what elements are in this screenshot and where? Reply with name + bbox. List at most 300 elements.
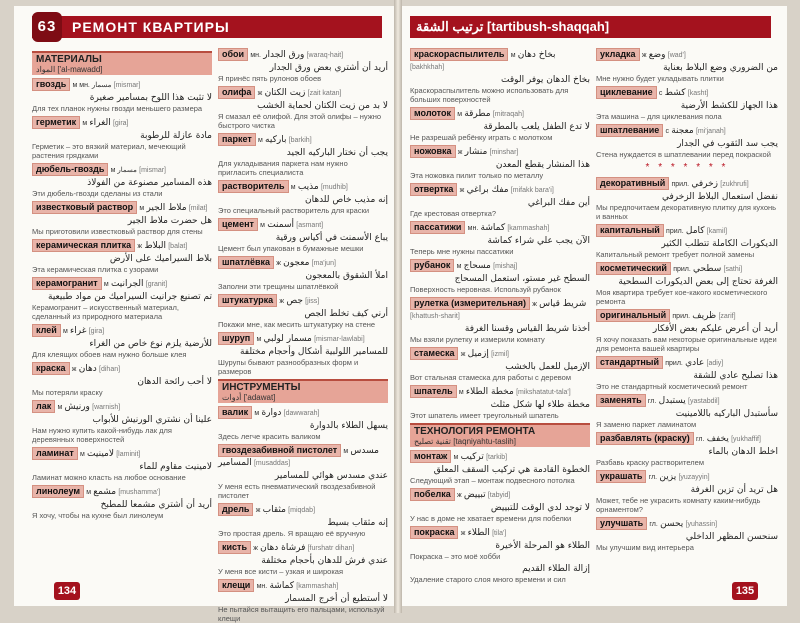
headword: олифа: [218, 86, 255, 99]
grammar-label: м мн. مسمار: [72, 82, 112, 89]
headword: клей: [32, 324, 61, 337]
headword: краска: [32, 362, 70, 375]
arabic-term: كشط: [664, 88, 686, 98]
section-title: ТЕХНОЛОГИЯ РЕМОНТА: [414, 426, 536, 437]
transliteration: [mismar-lawlabi]: [314, 336, 365, 343]
grammar-label: ж: [255, 507, 261, 514]
right-column-2: [596, 48, 778, 590]
headword: валик: [218, 406, 252, 419]
headword: цемент: [218, 218, 258, 231]
grammar-label: м: [510, 52, 516, 59]
example-russian: Не пытайся вытащить его пальцами, используй клещи: [218, 605, 385, 623]
headword: краскораспылитель: [410, 48, 508, 61]
dictionary-entry: [32, 485, 212, 498]
dictionary-entry: [596, 356, 778, 369]
headword: рулетка (измерительная): [410, 297, 530, 310]
grammar-label: ж: [532, 301, 537, 308]
arabic-term: بخاخ دهان: [517, 50, 556, 60]
headword: лак: [32, 400, 55, 413]
section-subtitle: تقنية تصليح [taqniyahtu-taslih]: [414, 437, 516, 446]
left-column-2: [218, 48, 388, 623]
example-arabic: بلاط السيراميك على الأرض: [109, 254, 212, 264]
arabic-term: مفك براغي: [466, 185, 509, 195]
dictionary-entry: [218, 406, 388, 419]
dictionary-entry: [218, 332, 388, 345]
grammar-label: мн.: [467, 225, 479, 232]
grammar-label: ж: [459, 187, 465, 194]
dictionary-entry: [218, 444, 388, 469]
arabic-term: زخرفي: [691, 179, 719, 189]
dictionary-entry: [218, 86, 388, 99]
headword: керамическая плитка: [32, 239, 135, 252]
dictionary-entry: [410, 259, 590, 272]
transliteration: [kasht]: [687, 90, 709, 97]
grammar-label: м: [457, 111, 463, 118]
example-russian: Капитальный ремонт требует полной замены: [596, 250, 755, 259]
headword: укладка: [596, 48, 640, 61]
arabic-term: إزميل: [467, 349, 489, 359]
example-arabic: يباع الأسمنت في أكياس ورقية: [275, 233, 388, 243]
dictionary-entry: [596, 517, 778, 530]
grammar-label: ж: [71, 366, 77, 373]
transliteration: [kammashah]: [507, 225, 550, 232]
transliteration: [yuhassin]: [685, 521, 718, 528]
arabic-term: كماشة: [480, 223, 506, 233]
transliteration: [tabyid]: [487, 492, 511, 499]
example-russian: Моя квартира требует кое-какого косметического ремонта: [596, 288, 768, 306]
grammar-label: м: [456, 263, 462, 270]
dictionary-entry: [596, 177, 778, 190]
transliteration: [miqdab]: [288, 507, 316, 514]
transliteration: [zukhrufi]: [720, 181, 749, 188]
headword: кисть: [218, 541, 251, 554]
example-arabic: لا بد من زيت الكتان لحماية الخشب: [257, 101, 388, 111]
example-arabic: هل حضرت ملاط الجير: [127, 216, 212, 226]
example-russian: У меня все кисти – узкая и широкая: [218, 567, 344, 576]
headword: покраска: [410, 526, 458, 539]
transliteration: [wad']: [667, 52, 686, 59]
arabic-term: عادي: [685, 358, 705, 368]
arabic-term: جص: [286, 296, 303, 306]
example-russian: Я хочу, чтобы на кухне был линолеум: [32, 511, 164, 520]
example-russian: Краскораспылитель можно использовать для больших поверхностей: [410, 86, 569, 104]
grammar-label: гл.: [648, 474, 658, 481]
arabic-term: وضع: [648, 50, 666, 60]
grammar-label: м: [458, 389, 464, 396]
headword: дрель: [218, 503, 253, 516]
arabic-term: البلاط: [144, 241, 166, 251]
dictionary-entry: [596, 262, 778, 275]
transliteration: [adiy]: [706, 360, 724, 367]
transliteration: [granit]: [145, 281, 168, 288]
dictionary-entry: [32, 324, 212, 337]
dictionary-entry: [32, 447, 212, 460]
arabic-term: الطلاء: [467, 528, 490, 538]
arabic-term: فرشاة دهان: [260, 543, 306, 553]
headword: гвоздь: [32, 78, 70, 91]
transliteration: [dihan]: [99, 366, 121, 373]
transliteration: [mudhib]: [320, 184, 348, 191]
example-arabic: هذا الجهاز للكشط الأرضية: [680, 101, 778, 111]
arabic-term: مثقاب: [262, 505, 286, 515]
transliteration: [gira]: [88, 328, 105, 335]
arabic-term: معجون: [283, 258, 310, 268]
example-arabic: الغرفة تحتاج إلى بعض الديكورات السطحية: [618, 277, 778, 287]
right-header-banner: [410, 16, 771, 38]
arabic-term: كماشة: [269, 581, 295, 591]
headword: линолеум: [32, 485, 84, 498]
arabic-term: الغراء: [89, 118, 111, 128]
grammar-label: прил.: [673, 266, 691, 273]
example-russian: У нас в доме не хватает времени для побелки: [410, 514, 572, 523]
headword: дюбель-гвоздь: [32, 163, 108, 176]
section-heading: [32, 51, 212, 75]
left-page-title: РЕМОНТ КВАРТИРЫ: [72, 19, 230, 35]
example-arabic: علينا أن نشتري الورنيش للأبواب: [92, 415, 212, 425]
example-arabic: اخلط الدهان بالماء: [708, 447, 778, 457]
example-russian: Это простая дрель. Я вращаю её вручную: [218, 529, 366, 538]
transliteration: [zait katan]: [307, 90, 342, 97]
arabic-term: كامل: [685, 226, 705, 236]
dictionary-entry: [32, 400, 212, 413]
transliteration: [kammashah]: [296, 583, 339, 590]
example-russian: Мы приготовили известковый раствор для стены: [32, 227, 203, 236]
headword: заменять: [596, 394, 646, 407]
dictionary-entry: [32, 239, 212, 252]
example-russian: Не разрешай ребёнку играть с молотком: [410, 133, 553, 142]
headword: растворитель: [218, 180, 289, 193]
example-arabic: الخطوة القادمة هي تركيب السقف المعلق: [433, 465, 590, 475]
example-arabic: هذه المسامير مصنوعة من الفولاذ: [87, 178, 212, 188]
example-arabic: الطلاء هو المرحلة الأخيرة: [495, 541, 590, 551]
arabic-term: تركيب: [460, 452, 484, 462]
headword: отвертка: [410, 183, 457, 196]
left-header-banner: [32, 16, 382, 38]
grammar-label: м: [86, 489, 92, 496]
headword: пассатижи: [410, 221, 465, 234]
arabic-term: يخفف: [706, 434, 729, 444]
arabic-term: مشمع: [93, 487, 117, 497]
dictionary-entry: [596, 124, 778, 137]
headword: украшать: [596, 470, 646, 483]
example-arabic: أريد أن أعرض عليكم بعض الأفكار: [652, 324, 778, 334]
headword: капитальный: [596, 224, 664, 237]
example-arabic: هل تريد أن تزين الغرفة: [690, 485, 778, 495]
arabic-term: مطرقة: [464, 109, 491, 119]
example-russian: Покажи мне, как месить штукатурку на стене: [218, 320, 376, 329]
arabic-term: مخطة الطلاء: [465, 387, 514, 397]
right-page: [402, 6, 787, 606]
transliteration: [tila']: [492, 530, 507, 537]
dictionary-entry: [32, 277, 212, 290]
example-arabic: الآن يجب علي شراء كماشة: [487, 236, 590, 246]
arabic-term: شريط قياس: [539, 299, 587, 309]
dictionary-entry: [32, 116, 212, 129]
example-russian: Эта ножовка пилит только по металлу: [410, 171, 544, 180]
headword: стамеска: [410, 347, 458, 360]
example-arabic: أخذنا شريط القياس وقسنا الغرفة: [464, 324, 590, 334]
dictionary-entry: [596, 48, 778, 61]
example-russian: Это специальный растворитель для краски: [218, 206, 370, 215]
headword: обои: [218, 48, 248, 61]
dictionary-entry: [410, 183, 590, 196]
example-russian: Для укладывания паркета нам нужно пригласить специалиста: [218, 159, 348, 177]
example-russian: Для клеящих обоев нам нужно больше клея: [32, 350, 187, 359]
example-russian: Эта машина – для циклевания пола: [596, 112, 722, 121]
transliteration: [dawwarah]: [283, 410, 320, 417]
example-russian: Ламинат можно класть на любое основание: [32, 473, 186, 482]
example-arabic: أريد أن أشتري بعض ورق الجدار: [269, 63, 388, 73]
section-subtitle: أدوات ['adawat]: [222, 393, 276, 402]
grammar-label: ж: [257, 90, 263, 97]
dictionary-entry: [596, 86, 778, 99]
grammar-label: ж: [276, 260, 281, 267]
section-heading: [410, 423, 590, 447]
example-arabic: أرني كيف تخلط الجص: [304, 309, 388, 319]
transliteration: [furshatr dihan]: [307, 545, 355, 552]
grammar-label: м: [80, 451, 85, 458]
grammar-label: гл.: [649, 521, 658, 528]
example-arabic: لا توجد لدي الوقت للتبييض: [490, 503, 590, 513]
example-russian: Мы взяли рулетку и измерили комнату: [410, 335, 545, 344]
transliteration: [mishaj]: [493, 263, 518, 270]
headword: стандартный: [596, 356, 663, 369]
dictionary-entry: [596, 432, 778, 445]
example-russian: Мы предпочитаем декоративную плитку для кухонь и ванных: [596, 203, 777, 221]
grammar-label: мн.: [256, 583, 268, 590]
arabic-term: ظريف: [692, 311, 717, 321]
example-arabic: مخطة طلاء لها شكل مثلث: [490, 400, 590, 410]
dictionary-entry: [410, 107, 590, 120]
dictionary-entry: [218, 579, 388, 592]
transliteration: [mitraqah]: [492, 111, 524, 118]
headword: ламинат: [32, 447, 78, 460]
transliteration: [tarkib]: [486, 454, 508, 461]
left-page: [14, 6, 394, 623]
example-russian: Керамогранит – искусственный материал, сделанный из природного материала: [32, 303, 179, 321]
transliteration: [gira]: [112, 120, 129, 127]
example-russian: Здесь легче красить валиком: [218, 432, 321, 441]
arabic-term: يستبدل: [658, 396, 686, 406]
headword: шуруп: [218, 332, 254, 345]
arabic-term: مسدس المسامير: [218, 446, 379, 468]
example-russian: Мне нужно будет укладывать плитки: [596, 74, 724, 83]
example-arabic: إنه مذيب خاص للدهان: [304, 195, 388, 205]
left-bottom-page-number: 134: [54, 582, 80, 600]
example-russian: Мы улучшим вид интерьера: [596, 543, 694, 552]
grammar-label: м: [103, 281, 109, 288]
example-arabic: نفضل استعمال البلاط الزخرفي: [661, 192, 778, 202]
example-arabic: يجب أن نختار الباركيه الجيد: [286, 148, 388, 158]
grammar-label: м: [256, 336, 262, 343]
transliteration: [yastabdil]: [688, 398, 720, 405]
transliteration: [asmant]: [296, 222, 324, 229]
transliteration: [warnish]: [92, 404, 121, 411]
right-bottom-page-number: 135: [732, 582, 758, 600]
arabic-term: معجنة: [671, 126, 694, 136]
transliteration: [zarif]: [718, 313, 736, 320]
grammar-label: м: [260, 222, 265, 229]
transliteration: [barkih]: [288, 137, 312, 144]
example-russian: Удаление старого слоя много времени и сил: [410, 575, 566, 584]
example-russian: Для тех планок нужны гвозди меньшего размера: [32, 104, 203, 113]
section-heading: [218, 379, 388, 403]
headword: ножовка: [410, 145, 456, 158]
example-arabic: املأ الشقوق بالمعجون: [305, 271, 388, 281]
dictionary-entry: [218, 256, 388, 269]
transliteration: [mifakk bara'i]: [510, 187, 554, 194]
right-page-title: ترتيب الشقة [tartibush-shaqqah]: [416, 19, 610, 34]
arabic-term: الجرانيت: [110, 279, 144, 289]
headword: оригинальный: [596, 309, 670, 322]
arabic-term: منشار: [464, 147, 488, 157]
dictionary-entry: [596, 394, 778, 407]
arabic-term: دهان: [78, 364, 97, 374]
grammar-label: ж: [253, 545, 258, 552]
example-russian: Покраска – это моё хобби: [410, 552, 501, 561]
right-column-1: [410, 48, 590, 590]
arabic-term: أسمنت: [267, 220, 295, 230]
headword: монтаж: [410, 450, 451, 463]
example-russian: Эта керамическая плитка с узорами: [32, 265, 159, 274]
arabic-term: زيت الكتان: [264, 88, 306, 98]
grammar-label: прил.: [672, 313, 691, 320]
example-russian: Разбавь краску растворителем: [596, 458, 704, 467]
example-russian: Следующий этап – монтаж подвесного потолка: [410, 476, 575, 485]
example-russian: Эти дюбель-гвозди сделаны из стали: [32, 189, 163, 198]
dictionary-entry: [410, 48, 590, 73]
transliteration: [yukhaffif]: [731, 436, 761, 443]
grammar-label: с: [658, 90, 663, 97]
grammar-label: ж: [279, 298, 285, 305]
grammar-label: с: [665, 128, 669, 135]
transliteration: [balat]: [168, 243, 188, 250]
headword: циклевание: [596, 86, 657, 99]
example-arabic: هذا تصليح عادي للشقة: [693, 371, 778, 381]
dictionary-entry: [32, 201, 212, 214]
example-russian: Заполни эти трещины шпатлёвкой: [218, 282, 339, 291]
example-arabic: هذا المنشار يقطع المعدن: [495, 160, 590, 170]
example-arabic: لا أحب رائحة الدهان: [137, 377, 212, 387]
grammar-label: м: [63, 328, 68, 335]
example-arabic: بخاخ الدهان يوفر الوقت: [501, 75, 590, 85]
headword: паркет: [218, 133, 256, 146]
dictionary-entry: [218, 218, 388, 231]
example-arabic: عندي مسدس هوائي للمسامير: [274, 471, 388, 481]
example-russian: Мы потеряли краску: [32, 388, 103, 397]
transliteration: [mushamma']: [118, 489, 161, 496]
example-arabic: للأرضية يلزم نوع خاص من الغراء: [89, 339, 212, 349]
headword: молоток: [410, 107, 455, 120]
example-arabic: لامينيت مقاوم للماء: [139, 462, 212, 472]
arabic-term: مذيب: [297, 182, 319, 192]
example-russian: У меня есть пневматический гвоздезабивной пистолет: [218, 482, 376, 500]
arabic-term: مسمار لولبي: [263, 334, 312, 344]
example-arabic: السطح غير مستو، استعمل المسحاج: [454, 274, 590, 284]
example-arabic: عندي فرش للدهان بأحجام مختلفة: [261, 556, 388, 566]
dictionary-entry: [410, 450, 590, 463]
grammar-label: м: [343, 448, 349, 455]
dictionary-entry: [410, 221, 590, 234]
example-arabic: الديكورات الكاملة تتطلب الكثير: [661, 239, 778, 249]
dictionary-entry: [410, 297, 590, 322]
headword: гвоздезабивной пистолет: [218, 444, 341, 457]
example-russian: Стена нуждается в шпатлевании перед покраской: [596, 150, 771, 159]
transliteration: [khattush-sharit]: [410, 313, 460, 320]
example-russian: Цемент был упакован в бумажные мешки: [218, 244, 364, 253]
arabic-term: سطحي: [693, 264, 722, 274]
headword: косметический: [596, 262, 671, 275]
section-subtitle: المواد ['al-mawadd]: [36, 65, 103, 74]
headword: декоративный: [596, 177, 669, 190]
dictionary-entry: [218, 541, 388, 554]
dictionary-entry: [410, 347, 590, 360]
dictionary-entry: [218, 503, 388, 516]
grammar-label: м: [139, 205, 145, 212]
dictionary-entry: [596, 224, 778, 237]
transliteration: [waraq-hait]: [306, 52, 344, 59]
grammar-label: мн.: [250, 52, 261, 59]
left-top-page-number: 63: [32, 12, 62, 42]
dictionary-entry: [218, 294, 388, 307]
dictionary-entry: [218, 180, 388, 193]
arabic-term: ورق الجدار: [263, 50, 305, 60]
grammar-label: гл.: [647, 398, 657, 405]
example-arabic: أريد أن أشتري مشمعا للمطبخ: [100, 500, 212, 510]
grammar-label: гл.: [696, 436, 705, 443]
grammar-label: прил.: [671, 181, 690, 188]
headword: герметик: [32, 116, 80, 129]
transliteration: [milat]: [188, 205, 208, 212]
transliteration: [mismar]: [139, 167, 166, 174]
arabic-term: ورنيش: [64, 402, 90, 412]
separator-stars: * * * * * * *: [645, 162, 729, 173]
grammar-label: м: [453, 454, 459, 461]
dictionary-entry: [596, 309, 778, 322]
grammar-label: м: [257, 137, 263, 144]
dictionary-entry: [410, 385, 590, 398]
arabic-term: باركيه: [265, 135, 287, 145]
transliteration: [minshar]: [489, 149, 519, 156]
transliteration: [mi'janah]: [695, 128, 726, 135]
grammar-label: м: [82, 120, 88, 127]
arabic-term: يحسن: [660, 519, 684, 529]
grammar-label: ж: [460, 530, 466, 537]
transliteration: [yuzayyin]: [678, 474, 710, 481]
example-arabic: سأستبدل الباركيه باللامينيت: [675, 409, 778, 419]
section-title: МАТЕРИАЛЫ: [36, 54, 102, 65]
arabic-term: دوارة: [261, 408, 282, 418]
example-arabic: تم تصنيع جرانيت السيراميك من مواد طبيعية: [48, 292, 212, 302]
arabic-term: يزين: [659, 472, 677, 482]
example-russian: Поверхность неровная. Используй рубанок: [410, 285, 561, 294]
example-russian: Это не стандартный косметический ремонт: [596, 382, 748, 391]
example-arabic: إنه مثقاب بسيط: [327, 518, 388, 528]
example-arabic: للمسامير اللولبية أشكال وأحجام مختلفة: [239, 347, 388, 357]
headword: рубанок: [410, 259, 454, 272]
dictionary-entry: [596, 470, 778, 483]
example-arabic: أين مفك البراغي: [527, 198, 590, 208]
headword: разбавлять (краску): [596, 432, 694, 445]
example-arabic: يسهل الطلاء بالدوارة: [309, 421, 388, 431]
example-arabic: من الضروري وضع البلاط بعناية: [663, 63, 778, 73]
transliteration: [jiss]: [305, 298, 320, 305]
dictionary-entry: [32, 163, 212, 176]
example-arabic: إزالة الطلاء القديم: [522, 564, 590, 574]
example-arabic: سنحسن المظهر الداخلي: [685, 532, 778, 542]
headword: шпатлёвка: [218, 256, 274, 269]
transliteration: [laminit]: [116, 451, 141, 458]
